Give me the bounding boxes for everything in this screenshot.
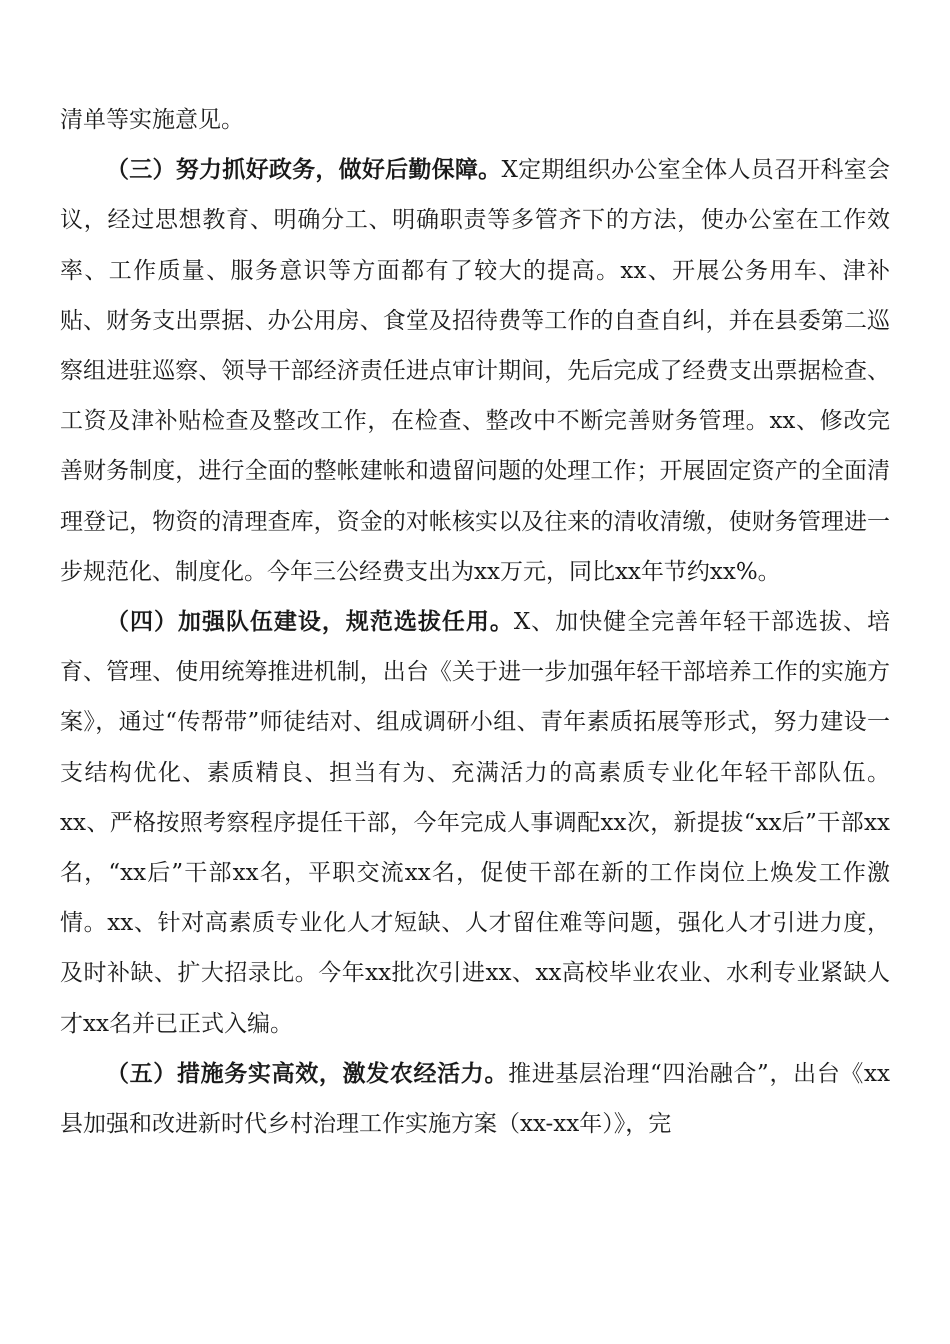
section-heading: （三）努力抓好政务，做好后勤保障。 [106, 157, 502, 184]
paragraph-section-3 [60, 145, 890, 597]
section-heading: （四）加强队伍建设，规范选拔任用。 [106, 609, 514, 636]
paragraph-section-5 [60, 1049, 890, 1149]
document-page [60, 95, 890, 1149]
paragraph-body: X定期组织办公室全体人员召开科室会议，经过思想教育、明确分工、明确职责等多管齐下的方法，使办公室在工作效率、工作质量、服务意识等方面都有了较大的提高。xx、开展公务用车、津补贴、财务支出票据、办公用房、食堂及招待费等工作的自查自纠，并在县委第二巡察组进驻巡察、领导干部经济责任进点审计期间，先后完成了经费支出票据检查、工资及津补贴检查及整改工作，在检查、整改中不断完善财务管理。xx、修改完善财务制度，进行全面的整帐建帐和遗留问题的处理工作；开展固定资产的全面清理登记，物资的清理查库，资金的对帐核实以及往来的清收清缴，使财务管理进一步规范化、制度化。今年三公经费支出为xx万元，同比xx年节约xx%。 [60, 157, 891, 585]
section-heading: （五）措施务实高效，激发农经活力。 [106, 1060, 509, 1087]
paragraph-body: 推进基层治理“四治融合”，出台《xx县加强和改进新时代乡村治理工作实施方案（xx-xx年）》，完 [60, 1060, 890, 1138]
paragraph-continuation [60, 95, 890, 145]
paragraph-body: X、加快健全完善年轻干部选拔、培育、管理、使用统筹推进机制，出台《关于进一步加强年轻干部培养工作的实施方案》，通过“传帮带”师徒结对、组成调研小组、青年素质拓展等形式，努力建设一支结构优化、素质精良、担当有为、充满活力的高素质专业化年轻干部队伍。xx、严格按照考察程序提任干部，今年完成人事调配xx次，新提拔“xx后”干部xx名，“xx后”干部xx名，平职交流xx名，促使干部在新的工作岗位上焕发工作激情。xx、针对高素质专业化人才短缺、人才留住难等问题，强化人才引进力度，及时补缺、扩大招录比。今年xx批次引进xx、xx高校毕业农业、水利专业紧缺人才xx名并已正式入编。 [60, 609, 891, 1037]
paragraph-section-4 [60, 597, 890, 1049]
paragraph-body: 清单等实施意见。 [60, 107, 244, 133]
